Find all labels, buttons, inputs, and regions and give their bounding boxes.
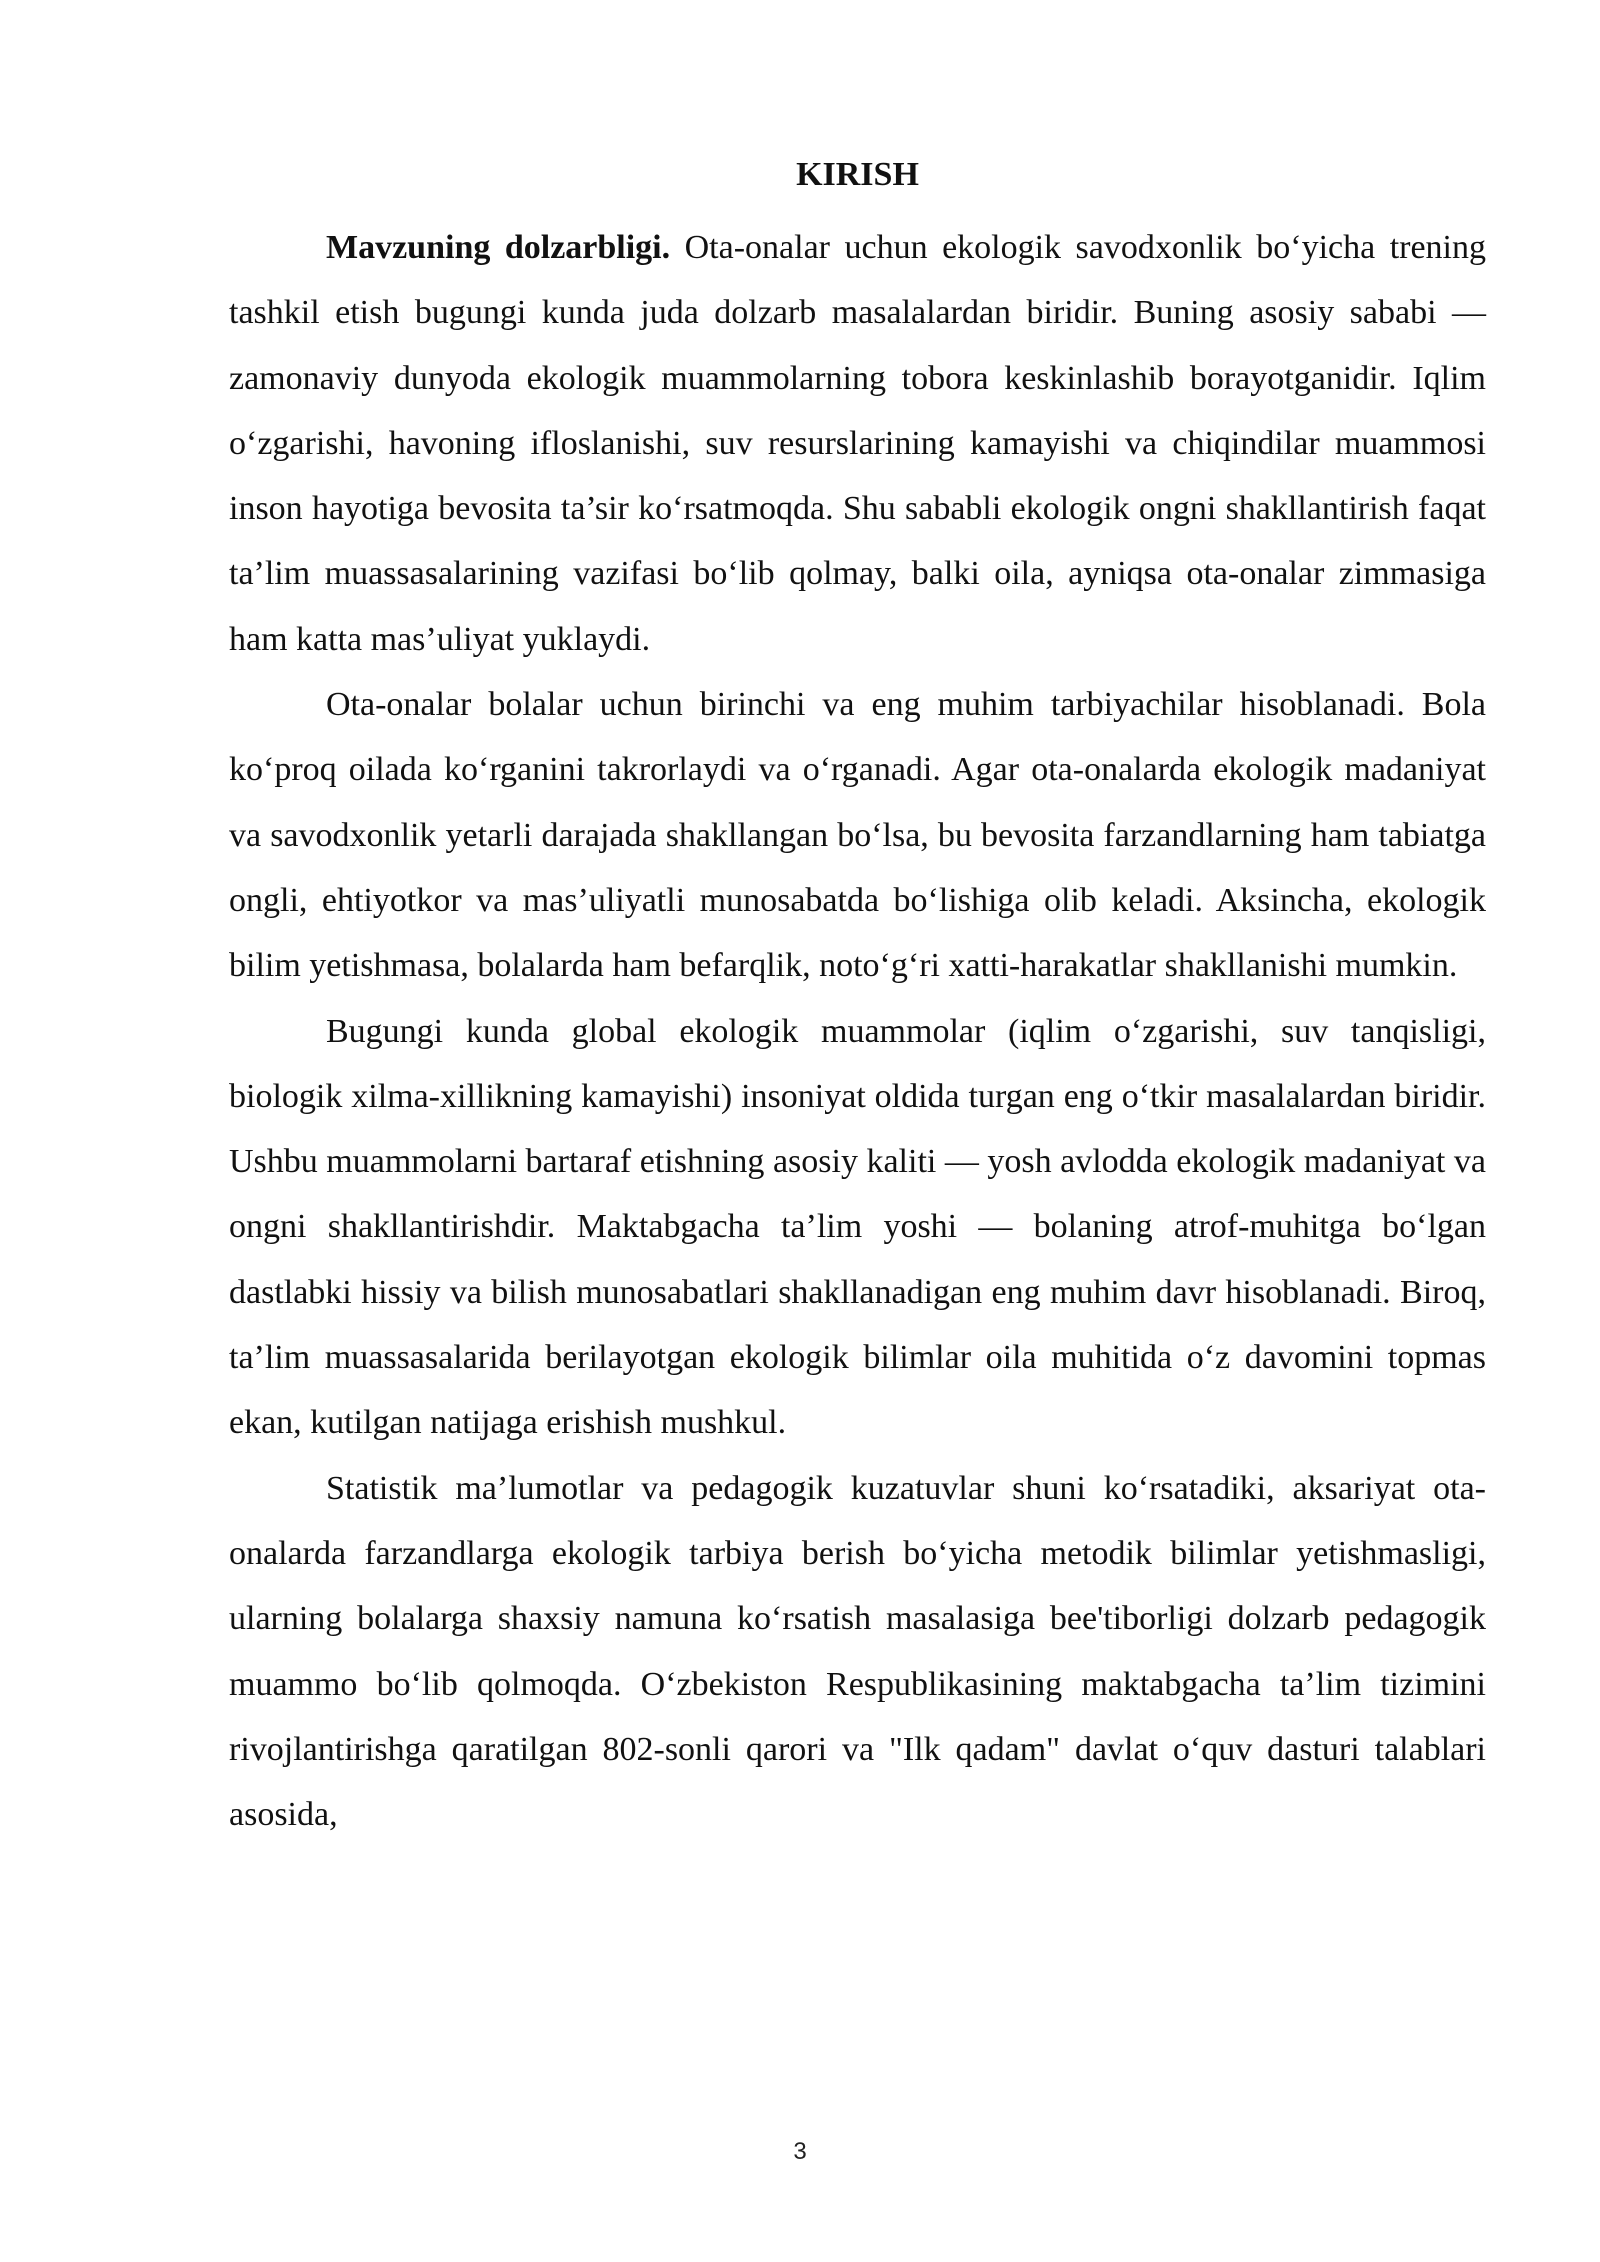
page-body: [229, 150, 1486, 1847]
paragraph-lead: Mavzuning dolzarbligi.: [326, 229, 671, 266]
paragraph-global-problems: Bugungi kunda global ekologik muammolar (iqlim o‘zgarishi, suv tanqisligi, biologik xilma-xillikning kamayishi) insoniyat oldida turgan eng o‘tkir masalalardan biridir. Ushbu muammolarni bartaraf etishning asosiy kaliti — yosh avlodda ekologik madaniyat va ongni shakllantirishdir. Maktabgacha ta’lim yoshi — bolaning atrof-muhitga bo‘lgan dastlabki hissiy va bilish munosabatlari shakllanadigan eng muhim davr hisoblanadi. Biroq, ta’lim muassasalarida berilayotgan ekologik bilimlar oila muhitida o‘z davomini topmas ekan, kutilgan natijaga erishish mushkul.: [229, 1012, 1486, 1442]
paragraph-statistics: Statistik ma’lumotlar va pedagogik kuzatuvlar shuni ko‘rsatadiki, aksariyat ota-onalarda farzandlarga ekologik tarbiya berish bo‘yicha metodik bilimlar yetishmasligi, ularning bolalarga shaxsiy namuna ko‘rsatish masalasiga bee'tiborligi dolzarb pedagogik muammo bo‘lib qolmoqda. O‘zbekiston Respublikasining maktabgacha ta’lim tizimini rivojlantirishga qaratilgan 802-sonli qarori va "Ilk qadam" davlat o‘quv dasturi talablari asosida,: [229, 1469, 1486, 1834]
section-title: KIRISH: [796, 156, 919, 193]
page-number: 3: [793, 2138, 807, 2165]
paragraph-parents: Ota-onalar bolalar uchun birinchi va eng muhim tarbiyachilar hisoblanadi. Bola ko‘proq oilada ko‘rganini takrorlaydi va o‘rganadi. Agar ota-onalarda ekologik madaniyat va savodxonlik yetarli darajada shakllangan bo‘lsa, bu bevosita farzandlarning ham tabiatga ongli, ehtiyotkor va mas’uliyatli munosabatda bo‘lishiga olib keladi. Aksincha, ekologik bilim yetishmasa, bolalarda ham befarqlik, noto‘g‘ri xatti-harakatlar shakllanishi mumkin.: [229, 686, 1486, 985]
paragraph-text: Ota-onalar uchun ekologik savodxonlik bo‘yicha trening tashkil etish bugungi kunda juda dolzarb masalalardan biridir. Buning asosiy sababi — zamonaviy dunyoda ekologik muammolarning tobora keskinlashib borayotganidir. Iqlim o‘zgarishi, havoning ifloslanishi, suv resurslarining kamayishi va chiqindilar muammosi inson hayotiga bevosita ta’sir ko‘rsatmoqda. Shu sababli ekologik ongni shakllantirish faqat ta’lim muassasalarining vazifasi bo‘lib qolmay, balki oila, ayniqsa ota-onalar zimmasiga ham katta mas’uliyat yuklaydi.: [229, 229, 1486, 658]
paragraph-relevance: [229, 215, 1486, 672]
